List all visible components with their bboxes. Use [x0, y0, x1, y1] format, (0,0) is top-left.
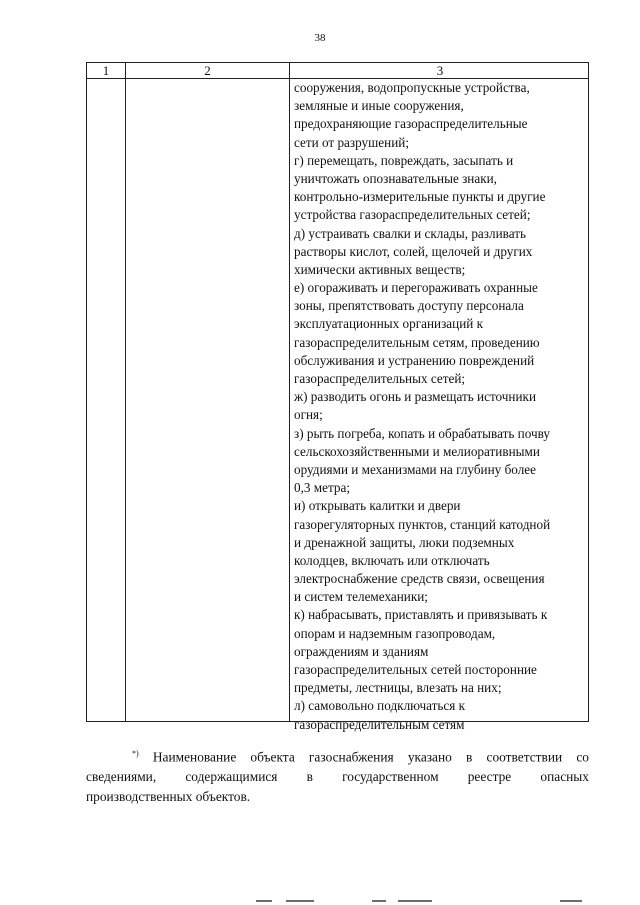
- cell-text-line: огня;: [294, 407, 323, 423]
- cell-text-line: газораспределительным сетям: [294, 716, 465, 732]
- cell-text-line: контрольно-измерительные пункты и другие: [294, 189, 546, 205]
- continuation-table: [86, 62, 589, 732]
- cell-text-line: 0,3 метра;: [294, 480, 351, 496]
- cell-text-line: эксплуатационных организаций к: [294, 316, 484, 332]
- column-divider: [125, 63, 126, 721]
- cell-text-line: орудиями и механизмами на глубину более: [294, 461, 536, 477]
- cell-text-line: сооружения, водопропускные устройства,: [294, 80, 530, 95]
- cell-text-line: колодцев, включать или отключать: [294, 552, 490, 568]
- footnote-marker: *): [132, 749, 139, 758]
- cell-text-line: г) перемещать, повреждать, засыпать и: [294, 152, 514, 168]
- column-header-3: 3: [436, 63, 444, 78]
- scan-artifact: [560, 900, 582, 902]
- cell-text-line: з) рыть погреба, копать и обрабатывать почву: [294, 425, 550, 441]
- cell-text-line: газораспределительных сетей;: [294, 371, 466, 386]
- cell-text-line: сети от разрушений;: [294, 134, 409, 150]
- cell-text-line: е) огораживать и перегораживать охранные: [294, 280, 538, 296]
- cell-text-line: предметы, лестницы, влезать на них;: [294, 680, 502, 696]
- cell-text-line: газораспределительным сетям, проведению: [294, 334, 540, 350]
- cell-text-line: предохраняющие газораспределительные: [294, 116, 528, 132]
- page-number: 38: [314, 32, 326, 44]
- cell-text-line: опорам и надземным газопроводам,: [294, 625, 496, 641]
- footnote: [86, 744, 589, 807]
- cell-text-line: химически активных веществ;: [294, 261, 466, 277]
- scan-artifact: [372, 900, 386, 902]
- column-header-1: 1: [102, 63, 110, 78]
- cell-text-line: сельскохозяйственными и мелиоративными: [294, 443, 540, 459]
- cell-text-line: земляные и иные сооружения,: [294, 98, 464, 114]
- cell-text-line: ограждениям и зданиям: [294, 643, 429, 659]
- cell-text-line: электроснабжение средств связи, освещения: [294, 571, 545, 587]
- cell-text-line: газорегуляторных пунктов, станций катодной: [294, 516, 551, 532]
- footnote-line: сведениями, содержащимися в государственном реестре опасных: [86, 769, 589, 785]
- scan-artifact: [256, 900, 272, 902]
- scan-artifact: [398, 900, 432, 902]
- cell-text-line: уничтожать опознавательные знаки,: [294, 170, 497, 186]
- footnote-line: *) Наименование объекта газоснабжения указано в соответствии со: [132, 749, 589, 765]
- column-divider: [289, 63, 290, 721]
- cell-text-line: и) открывать калитки и двери: [294, 498, 461, 514]
- cell-text-line: обслуживания и устранению повреждений: [294, 352, 535, 368]
- footnote-line: производственных объектов.: [86, 789, 251, 805]
- cell-text-line: л) самовольно подключаться к: [294, 698, 466, 714]
- column-3-cell: [294, 79, 588, 734]
- scan-artifact: [286, 900, 314, 902]
- cell-text-line: и дренажной защиты, люки подземных: [294, 534, 515, 550]
- cell-text-line: газораспределительных сетей посторонние: [294, 662, 537, 677]
- cell-text-line: ж) разводить огонь и размещать источники: [294, 389, 537, 405]
- column-header-2: 2: [204, 63, 211, 78]
- cell-text-line: зоны, препятствовать доступу персонала: [294, 298, 524, 314]
- cell-text-line: д) устраивать свалки и склады, разливать: [294, 225, 526, 241]
- cell-text-line: устройства газораспределительных сетей;: [294, 207, 531, 223]
- cell-text-line: растворы кислот, солей, щелочей и других: [294, 243, 533, 259]
- cell-text-line: к) набрасывать, приставлять и привязывать к: [294, 607, 548, 623]
- cell-text-line: и систем телемеханики;: [294, 589, 428, 605]
